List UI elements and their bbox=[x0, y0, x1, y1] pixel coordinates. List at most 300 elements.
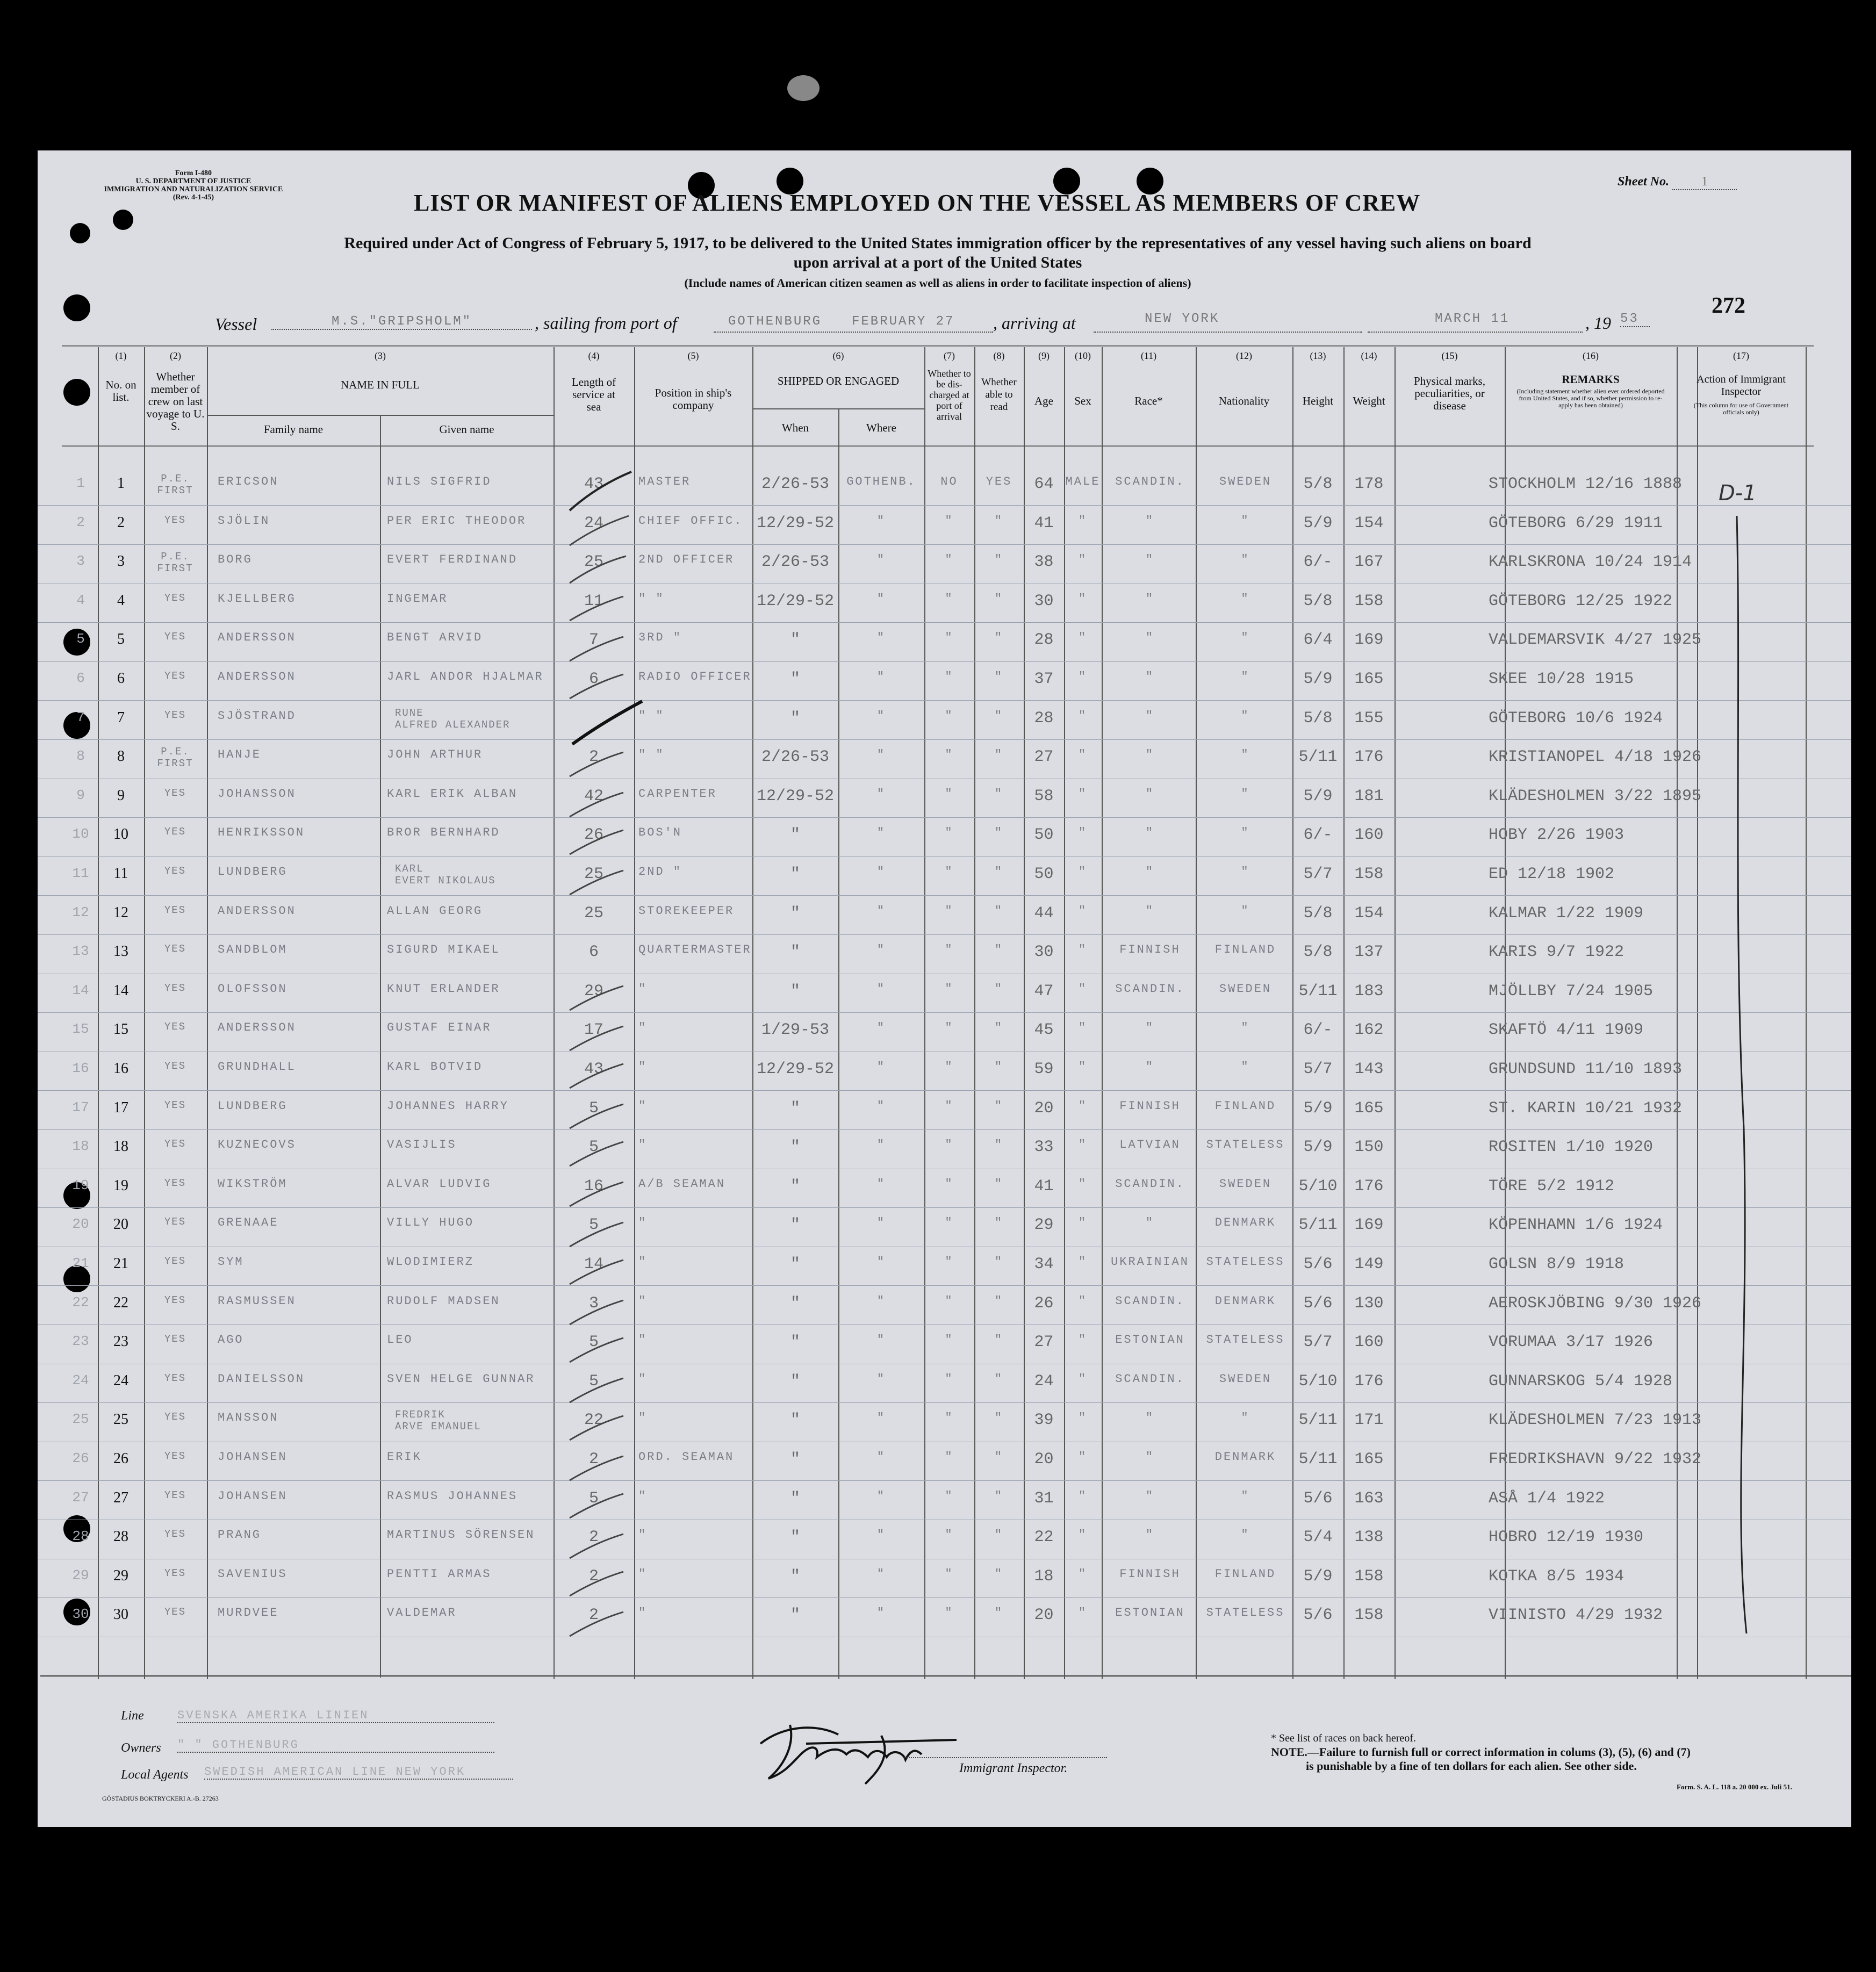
cell-ln: 27 bbox=[72, 1489, 89, 1506]
cell-position: MASTER bbox=[638, 475, 691, 488]
cell-when: " bbox=[790, 1606, 800, 1625]
cell-height: 5/10 bbox=[1298, 1372, 1338, 1391]
cell-age: 64 bbox=[1034, 475, 1054, 493]
cell-height: 5/7 bbox=[1303, 1060, 1333, 1078]
cell-remarks: HOBY 2/26 1903 bbox=[1489, 826, 1625, 845]
note-line-1: NOTE.—Failure to furnish full or correct information in colums (3), (5), (6) and (7) bbox=[1271, 1745, 1691, 1759]
cell-position: " bbox=[638, 1567, 648, 1581]
cell-where: " bbox=[876, 1489, 886, 1503]
cell-race: " bbox=[1145, 631, 1155, 645]
cell-position: " bbox=[638, 1138, 648, 1152]
cell-when: " bbox=[790, 1489, 800, 1508]
col-num-17: (17) bbox=[1733, 350, 1749, 361]
cell-ln: 24 bbox=[72, 1372, 89, 1388]
cell-sex: " bbox=[1078, 1060, 1088, 1074]
cell-position: " " bbox=[638, 748, 665, 762]
cell-ln: 8 bbox=[76, 748, 85, 765]
cell-position: " bbox=[638, 1489, 648, 1503]
cell-height: 5/9 bbox=[1303, 670, 1333, 688]
cell-family: ANDERSSON bbox=[218, 1021, 296, 1035]
cell-given: LEO bbox=[387, 1333, 413, 1347]
cell-no: 21 bbox=[113, 1255, 128, 1272]
cell-age: 50 bbox=[1034, 826, 1054, 845]
col-header-service: Length of service at sea bbox=[571, 376, 616, 413]
cell-remarks: KLÄDESHOLMEN 7/23 1913 bbox=[1489, 1411, 1702, 1430]
col-header-name: NAME IN FULL bbox=[341, 378, 420, 391]
cell-remarks: KRISTIANOPEL 4/18 1926 bbox=[1489, 748, 1702, 767]
cell-given: RASMUS JOHANNES bbox=[387, 1489, 518, 1503]
cell-race: " bbox=[1145, 1411, 1155, 1425]
cell-remarks: GOLSN 8/9 1918 bbox=[1489, 1255, 1625, 1273]
cell-when: " bbox=[790, 709, 800, 728]
cell-disch: " bbox=[945, 514, 954, 528]
cell-prev: YES bbox=[164, 1099, 186, 1111]
cell-weight: 154 bbox=[1354, 514, 1384, 532]
cell-remarks: KARLSKRONA 10/24 1914 bbox=[1489, 553, 1692, 572]
cell-prev: YES bbox=[164, 592, 186, 604]
cell-prev: YES bbox=[164, 1177, 186, 1189]
cell-height: 5/9 bbox=[1303, 1567, 1333, 1586]
cell-disch: " bbox=[945, 1567, 954, 1581]
cell-given: GUSTAF EINAR bbox=[387, 1021, 492, 1035]
cell-race: " bbox=[1145, 1060, 1155, 1074]
cell-weight: 176 bbox=[1354, 748, 1384, 767]
cell-ln: 12 bbox=[72, 904, 89, 920]
line-value: SVENSKA AMERIKA LINIEN bbox=[177, 1709, 494, 1723]
col-header-action: Action of Immigrant Inspector bbox=[1697, 373, 1786, 398]
cell-nat: STATELESS bbox=[1206, 1138, 1285, 1152]
cell-when: " bbox=[790, 943, 800, 962]
cell-disch: " bbox=[945, 982, 954, 996]
cell-position: " " bbox=[638, 709, 665, 723]
cell-weight: 160 bbox=[1354, 1333, 1384, 1352]
cell-prev: YES bbox=[164, 1255, 186, 1267]
cell-family: ANDERSSON bbox=[218, 631, 296, 645]
col-num-15: (15) bbox=[1441, 350, 1458, 361]
cell-family: SAVENIUS bbox=[218, 1567, 287, 1581]
cell-race: FINNISH bbox=[1119, 1567, 1181, 1581]
cell-when: " bbox=[790, 1528, 800, 1547]
cell-ln: 18 bbox=[72, 1138, 89, 1155]
cell-height: 5/9 bbox=[1303, 514, 1333, 532]
cell-disch: " bbox=[945, 865, 954, 879]
cell-family: RASMUSSEN bbox=[218, 1294, 296, 1308]
col-num-9: (9) bbox=[1038, 350, 1050, 361]
cell-weight: 138 bbox=[1354, 1528, 1384, 1547]
cell-no: 4 bbox=[117, 592, 125, 609]
cell-service: 43 bbox=[584, 475, 603, 493]
cell-ln: 2 bbox=[76, 514, 85, 530]
cell-read: " bbox=[994, 943, 1004, 957]
cell-prev: YES bbox=[164, 943, 186, 955]
cell-height: 5/8 bbox=[1303, 904, 1333, 923]
cell-position: ORD. SEAMAN bbox=[638, 1450, 735, 1464]
cell-age: 58 bbox=[1034, 787, 1054, 805]
cell-weight: 158 bbox=[1354, 592, 1384, 610]
cell-no: 23 bbox=[113, 1333, 128, 1350]
cell-remarks: KOTKA 8/5 1934 bbox=[1489, 1567, 1625, 1586]
cell-no: 9 bbox=[117, 787, 125, 804]
cell-ln: 13 bbox=[72, 943, 89, 960]
cell-position: CARPENTER bbox=[638, 787, 717, 801]
cell-given: BENGT ARVID bbox=[387, 631, 483, 645]
cell-where: " bbox=[876, 1099, 886, 1113]
cell-disch: " bbox=[945, 1021, 954, 1035]
cell-no: 7 bbox=[117, 709, 125, 726]
cell-weight: 158 bbox=[1354, 865, 1384, 883]
cell-position: A/B SEAMAN bbox=[638, 1177, 726, 1191]
cell-position: " bbox=[638, 1021, 648, 1035]
cell-given: ALLAN GEORG bbox=[387, 904, 483, 918]
cell-where: " bbox=[876, 1294, 886, 1308]
cell-age: 27 bbox=[1034, 748, 1054, 767]
cell-sex: " bbox=[1078, 1216, 1088, 1230]
cell-no: 18 bbox=[113, 1138, 128, 1155]
cell-weight: 130 bbox=[1354, 1294, 1384, 1313]
cell-ln: 22 bbox=[72, 1294, 89, 1311]
col-header-previous: Whether member of crew on last voyage to U. S. bbox=[146, 370, 205, 433]
page-title: LIST OR MANIFEST OF ALIENS EMPLOYED ON THE VESSEL AS MEMBERS OF CREW bbox=[414, 190, 1421, 216]
cell-service: 7 bbox=[588, 631, 599, 650]
cell-ln: 25 bbox=[72, 1411, 89, 1428]
cell-given: PER ERIC THEODOR bbox=[387, 514, 527, 528]
cell-service: 2 bbox=[588, 1528, 599, 1547]
cell-sex: " bbox=[1078, 943, 1088, 957]
cell-remarks: STOCKHOLM 12/16 1888 bbox=[1489, 475, 1683, 493]
cell-when: 2/26-53 bbox=[761, 553, 830, 572]
cell-service: 2 bbox=[588, 1450, 599, 1469]
cell-family: SANDBLOM bbox=[218, 943, 287, 957]
cell-service: 5 bbox=[588, 1372, 599, 1391]
cell-height: 5/11 bbox=[1298, 1450, 1338, 1469]
cell-where: " bbox=[876, 1177, 886, 1191]
cell-sex: " bbox=[1078, 1411, 1088, 1425]
cell-service: 16 bbox=[584, 1177, 603, 1196]
cell-when: " bbox=[790, 631, 800, 650]
cell-weight: 163 bbox=[1354, 1489, 1384, 1508]
cell-position: " bbox=[638, 982, 648, 996]
cell-position: QUARTERMASTER bbox=[638, 943, 752, 957]
cell-ln: 15 bbox=[72, 1021, 89, 1038]
cell-when: " bbox=[790, 1450, 800, 1469]
cell-ln: 6 bbox=[76, 670, 85, 686]
cell-race: " bbox=[1145, 904, 1155, 918]
cell-read: " bbox=[994, 1099, 1004, 1113]
cell-no: 28 bbox=[113, 1528, 128, 1545]
subtitle-note: (Include names of American citizen seamen as well as aliens in order to facilitate inspection of aliens) bbox=[684, 276, 1191, 290]
cell-when: 12/29-52 bbox=[756, 1060, 835, 1078]
cell-when: " bbox=[790, 1372, 800, 1391]
line-label: Line bbox=[121, 1709, 144, 1723]
cell-position: 2ND OFFICER bbox=[638, 553, 735, 567]
cell-age: 50 bbox=[1034, 865, 1054, 883]
cell-sex: " bbox=[1078, 709, 1088, 723]
cell-sex: " bbox=[1078, 1450, 1088, 1464]
cell-ln: 5 bbox=[76, 631, 85, 647]
cell-where: " bbox=[876, 1021, 886, 1035]
cell-race: " bbox=[1145, 670, 1155, 683]
cell-service: 25 bbox=[584, 865, 603, 883]
inspector-label: Immigrant Inspector. bbox=[959, 1761, 1068, 1775]
sheet-label: Sheet No. bbox=[1618, 175, 1669, 189]
cell-height: 6/4 bbox=[1303, 631, 1333, 650]
col-num-6: (6) bbox=[832, 350, 844, 361]
cell-when: 2/26-53 bbox=[761, 475, 830, 493]
cell-sex: " bbox=[1078, 670, 1088, 683]
cell-ln: 11 bbox=[72, 865, 89, 881]
col-header-read: Whether able to read bbox=[981, 377, 1017, 413]
cell-where: " bbox=[876, 1333, 886, 1347]
cell-remarks: KÖPENHAMN 1/6 1924 bbox=[1489, 1216, 1663, 1235]
cell-nat: " bbox=[1241, 670, 1250, 683]
cell-nat: SWEDEN bbox=[1219, 475, 1272, 488]
cell-sex: MALE bbox=[1065, 475, 1101, 488]
cell-nat: SWEDEN bbox=[1219, 1177, 1272, 1191]
cell-sex: " bbox=[1078, 592, 1088, 606]
cell-position: RADIO OFFICER bbox=[638, 670, 752, 683]
cell-race: " bbox=[1145, 1528, 1155, 1542]
cell-weight: 165 bbox=[1354, 670, 1384, 688]
cell-where: " bbox=[876, 631, 886, 645]
cell-read: " bbox=[994, 1255, 1004, 1269]
cell-nat: STATELESS bbox=[1206, 1333, 1285, 1347]
cell-prev: YES bbox=[164, 826, 186, 838]
cell-race: " bbox=[1145, 787, 1155, 801]
cell-given: EVERT FERDINAND bbox=[387, 553, 518, 567]
cell-family: SJÖLIN bbox=[218, 514, 270, 528]
cell-age: 47 bbox=[1034, 982, 1054, 1001]
cell-when: " bbox=[790, 1177, 800, 1196]
port: GOTHENBURG bbox=[728, 314, 822, 329]
cell-no: 3 bbox=[117, 553, 125, 570]
cell-prev: YES bbox=[164, 1216, 186, 1228]
cell-sex: " bbox=[1078, 1606, 1088, 1620]
cell-disch: " bbox=[945, 1255, 954, 1269]
cell-ln: 9 bbox=[76, 787, 85, 803]
cell-family: LUNDBERG bbox=[218, 865, 287, 879]
cell-sex: " bbox=[1078, 748, 1088, 762]
cell-remarks: SKAFTÖ 4/11 1909 bbox=[1489, 1021, 1644, 1040]
cell-given: RUNE ALFRED ALEXANDER bbox=[395, 707, 511, 731]
cell-nat: SWEDEN bbox=[1219, 982, 1272, 996]
arrival-date: MARCH 11 bbox=[1435, 312, 1510, 326]
cell-prev: YES bbox=[164, 1528, 186, 1541]
cell-weight: 143 bbox=[1354, 1060, 1384, 1078]
cell-family: ERICSON bbox=[218, 475, 279, 488]
cell-disch: " bbox=[945, 1411, 954, 1425]
cell-height: 5/11 bbox=[1298, 1411, 1338, 1430]
cell-no: 15 bbox=[113, 1021, 128, 1038]
cell-prev: YES bbox=[164, 1294, 186, 1306]
cell-service: 42 bbox=[584, 787, 603, 805]
subtitle-2: upon arrival at a port of the United States bbox=[793, 254, 1082, 271]
cell-where: " bbox=[876, 1372, 886, 1386]
cell-position: " bbox=[638, 1606, 648, 1620]
owners-value: " " GOTHENBURG bbox=[177, 1738, 494, 1753]
col-header-height: Height bbox=[1302, 394, 1334, 407]
cell-height: 5/8 bbox=[1303, 592, 1333, 610]
cell-where: " bbox=[876, 1528, 886, 1542]
cell-service: 2 bbox=[588, 748, 599, 767]
cell-nat: " bbox=[1241, 1060, 1250, 1074]
cell-prev: YES bbox=[164, 1138, 186, 1150]
cell-prev: YES bbox=[164, 1606, 186, 1618]
cell-sex: " bbox=[1078, 1177, 1088, 1191]
cell-sex: " bbox=[1078, 1255, 1088, 1269]
cell-family: GRUNDHALL bbox=[218, 1060, 296, 1074]
cell-race: " bbox=[1145, 709, 1155, 723]
cell-when: 1/29-53 bbox=[761, 1021, 830, 1040]
cell-read: " bbox=[994, 1060, 1004, 1074]
col-header-remarks-note: (Including statement whether alien ever ordered deported from United States, and if so, whether permission to re-apply has been obtained) bbox=[1516, 387, 1665, 409]
cell-nat: STATELESS bbox=[1206, 1606, 1285, 1620]
cell-service: 22 bbox=[584, 1411, 603, 1430]
col-num-1: (1) bbox=[115, 350, 127, 361]
cell-family: GRENAAE bbox=[218, 1216, 279, 1230]
cell-position: CHIEF OFFIC. bbox=[638, 514, 743, 528]
col-num-7: (7) bbox=[944, 350, 955, 361]
agents-value: SWEDISH AMERICAN LINE NEW YORK bbox=[204, 1765, 513, 1780]
cell-position: " bbox=[638, 1216, 648, 1230]
cell-sex: " bbox=[1078, 982, 1088, 996]
cell-race: SCANDIN. bbox=[1115, 1372, 1185, 1386]
cell-age: 37 bbox=[1034, 670, 1054, 688]
cell-disch: " bbox=[945, 553, 954, 567]
cell-read: " bbox=[994, 1528, 1004, 1542]
cell-sex: " bbox=[1078, 1528, 1088, 1542]
cell-no: 5 bbox=[117, 631, 125, 648]
cell-family: AGO bbox=[218, 1333, 244, 1347]
cell-given: JOHANNES HARRY bbox=[387, 1099, 509, 1113]
cell-read: " bbox=[994, 1021, 1004, 1035]
cell-when: " bbox=[790, 982, 800, 1001]
cell-sex: " bbox=[1078, 514, 1088, 528]
cell-prev: YES bbox=[164, 1372, 186, 1384]
cell-nat: " bbox=[1241, 1489, 1250, 1503]
cell-when: " bbox=[790, 1294, 800, 1313]
cell-disch: " bbox=[945, 1216, 954, 1230]
cell-height: 5/9 bbox=[1303, 1138, 1333, 1157]
cell-ln: 10 bbox=[72, 826, 89, 843]
cell-remarks: AEROSKJÖBING 9/30 1926 bbox=[1489, 1294, 1702, 1313]
cell-family: LUNDBERG bbox=[218, 1099, 287, 1113]
cell-sex: " bbox=[1078, 1099, 1088, 1113]
cell-sex: " bbox=[1078, 826, 1088, 840]
cell-remarks: ASÅ 1/4 1922 bbox=[1489, 1489, 1605, 1508]
cell-age: 41 bbox=[1034, 1177, 1054, 1196]
cell-read: " bbox=[994, 1294, 1004, 1308]
cell-age: 39 bbox=[1034, 1411, 1054, 1430]
cell-where: " bbox=[876, 943, 886, 957]
cell-where: " bbox=[876, 1138, 886, 1152]
cell-age: 20 bbox=[1034, 1450, 1054, 1469]
cell-height: 5/11 bbox=[1298, 982, 1338, 1001]
cell-height: 6/- bbox=[1303, 826, 1333, 845]
cell-race: ESTONIAN bbox=[1115, 1606, 1185, 1620]
cell-height: 5/8 bbox=[1303, 943, 1333, 962]
cell-prev: YES bbox=[164, 787, 186, 799]
cell-race: " bbox=[1145, 1216, 1155, 1230]
cell-family: BORG bbox=[218, 553, 253, 567]
cell-service: 5 bbox=[588, 1138, 599, 1157]
cell-remarks: FREDRIKSHAVN 9/22 1932 bbox=[1489, 1450, 1702, 1469]
sheet-number: 1 bbox=[1672, 175, 1737, 190]
col-num-10: (10) bbox=[1075, 350, 1091, 361]
cell-prev: YES bbox=[164, 1021, 186, 1033]
cell-nat: " bbox=[1241, 631, 1250, 645]
cell-read: " bbox=[994, 748, 1004, 762]
cell-no: 16 bbox=[113, 1060, 128, 1077]
stamp-number: 272 bbox=[1712, 293, 1745, 318]
cell-age: 27 bbox=[1034, 1333, 1054, 1352]
cell-prev: YES bbox=[164, 514, 186, 526]
col-header-given: Given name bbox=[439, 423, 494, 436]
cell-read: " bbox=[994, 1450, 1004, 1464]
cell-family: KUZNECOVS bbox=[218, 1138, 296, 1152]
cell-race: ESTONIAN bbox=[1115, 1333, 1185, 1347]
cell-nat: " bbox=[1241, 904, 1250, 918]
cell-read: " bbox=[994, 904, 1004, 918]
cell-age: 20 bbox=[1034, 1099, 1054, 1118]
cell-ln: 20 bbox=[72, 1216, 89, 1233]
cell-height: 5/9 bbox=[1303, 1099, 1333, 1118]
cell-read: YES bbox=[986, 475, 1012, 488]
cell-read: " bbox=[994, 1606, 1004, 1620]
cell-service: 2 bbox=[588, 1606, 599, 1625]
cell-service: 6 bbox=[588, 670, 599, 688]
cell-when: 2/26-53 bbox=[761, 748, 830, 767]
cell-read: " bbox=[994, 670, 1004, 683]
cell-age: 59 bbox=[1034, 1060, 1054, 1078]
cell-age: 33 bbox=[1034, 1138, 1054, 1157]
vessel-name: M.S."GRIPSHOLM" bbox=[271, 314, 532, 330]
cell-service: 5 bbox=[588, 1099, 599, 1118]
cell-prev: YES bbox=[164, 1060, 186, 1072]
cell-position: " bbox=[638, 1255, 648, 1269]
cell-family: HANJE bbox=[218, 748, 262, 762]
cell-disch: " bbox=[945, 1138, 954, 1152]
cell-nat: " bbox=[1241, 514, 1250, 528]
cell-race: " bbox=[1145, 553, 1155, 567]
cell-age: 45 bbox=[1034, 1021, 1054, 1040]
cell-prev: YES bbox=[164, 1567, 186, 1579]
cell-race: FINNISH bbox=[1119, 1099, 1181, 1113]
cell-prev: YES bbox=[164, 709, 186, 721]
cell-family: OLOFSSON bbox=[218, 982, 287, 996]
vessel-label: Vessel bbox=[215, 314, 257, 334]
cell-weight: 176 bbox=[1354, 1177, 1384, 1196]
cell-service: 3 bbox=[588, 1294, 599, 1313]
cell-given: WLODIMIERZ bbox=[387, 1255, 475, 1269]
col-header-sex: Sex bbox=[1074, 394, 1091, 407]
col-header-position: Position in ship's company bbox=[655, 386, 732, 412]
cell-read: " bbox=[994, 1567, 1004, 1581]
cell-where: " bbox=[876, 709, 886, 723]
cell-where: " bbox=[876, 826, 886, 840]
cell-age: 20 bbox=[1034, 1606, 1054, 1625]
cell-family: SJÖSTRAND bbox=[218, 709, 296, 723]
cell-given: ERIK bbox=[387, 1450, 422, 1464]
cell-remarks: MJÖLLBY 7/24 1905 bbox=[1489, 982, 1654, 1001]
agents-label: Local Agents bbox=[121, 1768, 189, 1782]
cell-when: " bbox=[790, 1567, 800, 1586]
cell-age: 29 bbox=[1034, 1216, 1054, 1235]
cell-race: " bbox=[1145, 592, 1155, 606]
cell-no: 1 bbox=[117, 475, 125, 492]
cell-prev: YES bbox=[164, 865, 186, 877]
cell-read: " bbox=[994, 1411, 1004, 1425]
cell-given: VILLY HUGO bbox=[387, 1216, 475, 1230]
